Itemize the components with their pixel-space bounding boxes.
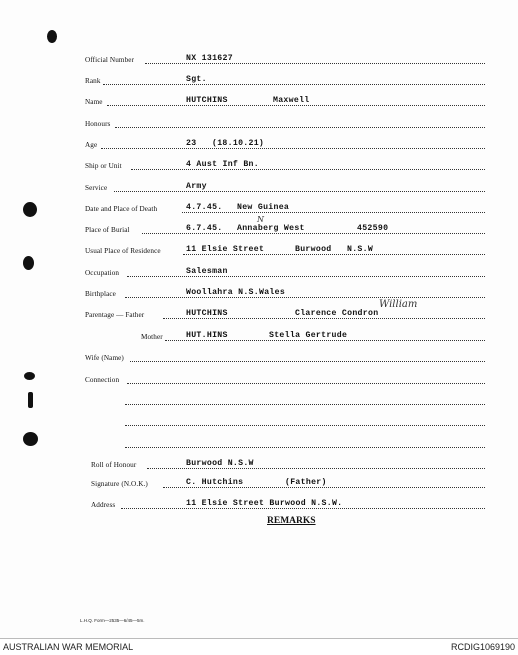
binding-mark-2: [28, 392, 33, 408]
occupation-label: Occupation: [85, 269, 120, 277]
signature-row: [85, 476, 485, 490]
residence-street-value: 11 Elsie Street: [186, 245, 265, 254]
binding-mark-1: [24, 372, 35, 380]
burial-row: [85, 215, 485, 236]
record-id: RCDIG1069190: [450, 642, 515, 652]
unit-label: Ship or Unit: [85, 162, 122, 170]
father-label: Parentage — Father: [85, 311, 145, 319]
rank-row: [85, 73, 485, 87]
birthplace-value: Woollahra N.S.Wales: [186, 288, 286, 297]
burial-date-value: 6.7.45.: [186, 224, 223, 233]
given-name-value: Maxwell: [273, 96, 310, 105]
archive-name: AUSTRALIAN WAR MEMORIAL: [3, 642, 134, 652]
burial-label: Place of Burial: [85, 226, 130, 234]
roll-of-honour-value: Burwood N.S.W: [186, 459, 254, 468]
death-date-value: 4.7.45.: [186, 203, 223, 212]
official-number-value: NX 131627: [186, 54, 233, 63]
death-label: Date and Place of Death: [85, 205, 158, 213]
roll-of-honour-row: [85, 457, 485, 471]
father-surname-value: HUTCHINS: [186, 309, 228, 318]
death-place-value: New Guinea: [237, 203, 290, 212]
form-code: L.H.Q. Form—2535—6/45—5m.: [80, 618, 145, 623]
father-row: [85, 299, 485, 321]
connection-line-2: [85, 393, 485, 407]
roll-of-honour-label: Roll of Honour: [91, 461, 137, 469]
age-value: 23: [186, 139, 197, 148]
rank-value: Sgt.: [186, 75, 207, 84]
address-row: [85, 497, 485, 511]
punch-hole-lower: [23, 256, 34, 270]
honours-row: [85, 116, 485, 130]
signature-label: Signature (N.O.K.): [91, 480, 148, 488]
rank-label: Rank: [85, 77, 101, 85]
punch-hole-bottom: [23, 432, 38, 446]
service-row: [85, 180, 485, 194]
mother-label: Mother: [141, 333, 163, 341]
address-value: 11 Elsie Street Burwood N.S.W.: [186, 499, 343, 508]
honours-label: Honours: [85, 120, 111, 128]
address-label: Address: [91, 501, 116, 509]
signature-value: C. Hutchins: [186, 478, 244, 487]
father-handwritten-name: William: [379, 299, 418, 310]
burial-ref-value: 452590: [357, 224, 389, 233]
name-row: [85, 94, 485, 108]
service-value: Army: [186, 182, 207, 191]
remarks-heading: REMARKS: [267, 516, 316, 526]
unit-row: [85, 158, 485, 172]
punch-hole-top: [47, 30, 57, 43]
occupation-row: [85, 265, 485, 279]
connection-line-3: [85, 414, 485, 428]
connection-label: Connection: [85, 376, 120, 384]
residence-label: Usual Place of Residence: [85, 247, 161, 255]
archive-footer: [0, 638, 518, 655]
age-label: Age: [85, 141, 98, 149]
official-number-label: Official Number: [85, 56, 135, 64]
connection-row: [85, 372, 485, 386]
age-row: [85, 137, 485, 151]
birthplace-row: [85, 286, 485, 300]
wife-row: [85, 350, 485, 364]
mother-given-value: Stella Gertrude: [269, 331, 348, 340]
official-number-row: [85, 52, 485, 66]
residence-row: [85, 243, 485, 257]
residence-state-value: N.S.W: [347, 245, 374, 254]
wife-label: Wife (Name): [85, 354, 124, 362]
occupation-value: Salesman: [186, 267, 228, 276]
father-given-value: Clarence Condron: [295, 309, 379, 318]
death-row: [85, 201, 485, 215]
birth-date-value: (18.10.21): [212, 139, 265, 148]
residence-suburb-value: Burwood: [295, 245, 332, 254]
surname-value: HUTCHINS: [186, 96, 228, 105]
burial-correction: N: [257, 215, 264, 224]
unit-value: 4 Aust Inf Bn.: [186, 160, 259, 169]
birthplace-label: Birthplace: [85, 290, 116, 298]
signature-relation-value: (Father): [285, 478, 327, 487]
connection-line-4: [85, 436, 485, 450]
name-label: Name: [85, 98, 103, 106]
mother-surname-value: HUT.HINS: [186, 331, 228, 340]
burial-place-value: Annaberg West: [237, 224, 305, 233]
service-label: Service: [85, 184, 108, 192]
punch-hole-middle: [23, 202, 37, 217]
mother-row: [85, 329, 485, 343]
